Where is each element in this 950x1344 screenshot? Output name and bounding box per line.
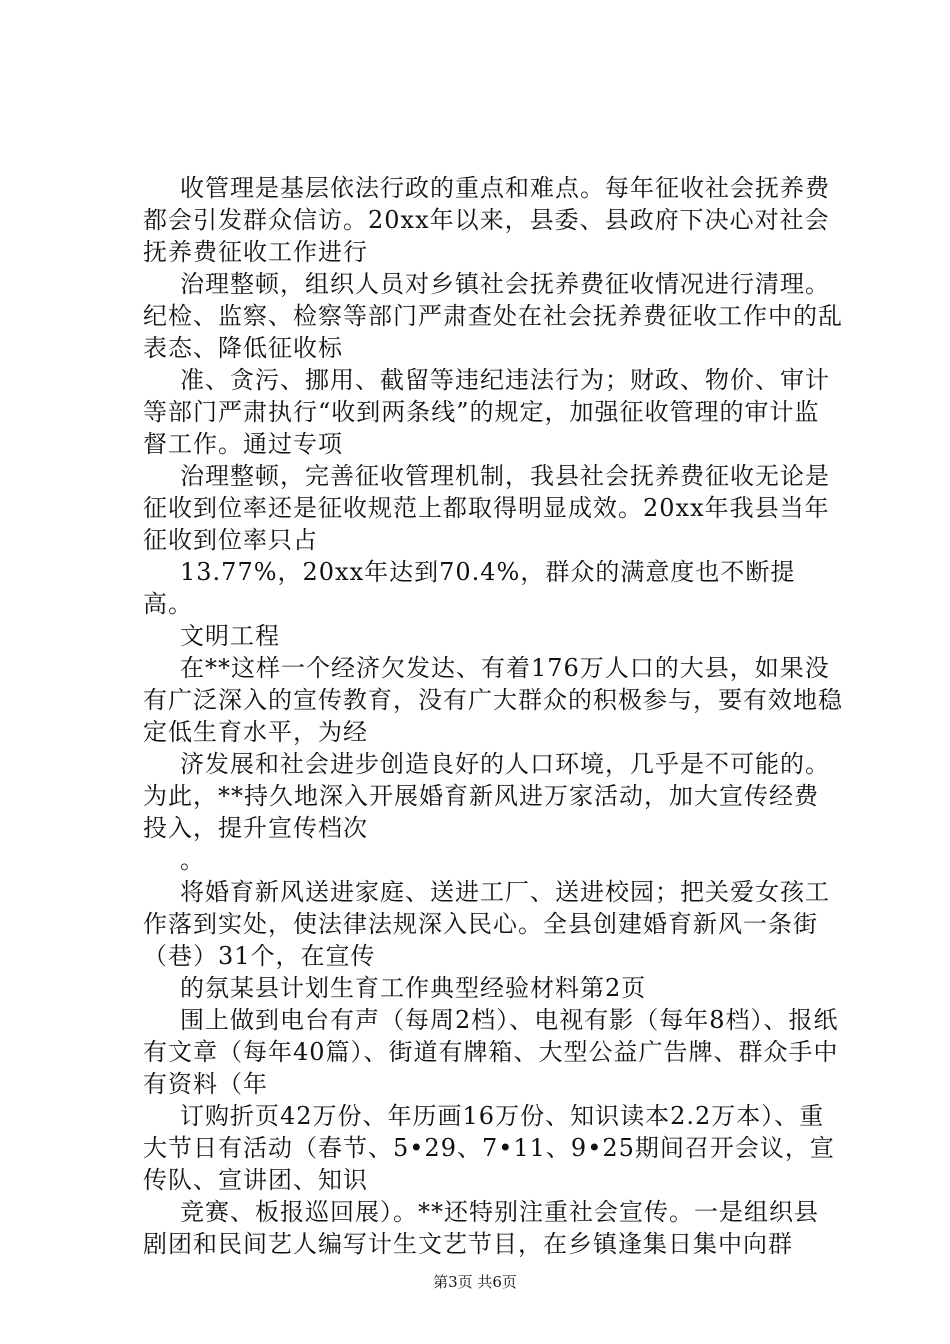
section-heading: 文明工程 [180, 622, 280, 650]
paragraph: 围上做到电台有声（每周2档）、电视有影（每年8档）、报纸有文章（每年40篇）、街道有牌箱、大型公益广告牌、群众手中有资料（年 [143, 1006, 839, 1098]
document-body [143, 172, 843, 1260]
paragraph: 的氛某县计划生育工作典型经验材料第2页 [180, 974, 647, 1002]
paragraph: 收管理是基层依法行政的重点和难点。每年征收社会抚养费都会引发群众信访。20xx年以来，县委、县政府下决心对社会抚养费征收工作进行 [143, 174, 830, 266]
paragraph: 将婚育新风送进家庭、送进工厂、送进校园；把关爱女孩工作落到实处，使法律法规深入民心。全县创建婚育新风一条街（巷）31个，在宣传 [143, 878, 830, 970]
paragraph: 在**这样一个经济欠发达、有着176万人口的大县，如果没有广泛深入的宣传教育，没有广大群众的积极参与，要有效地稳定低生育水平，为经 [143, 654, 843, 746]
paragraph: 。 [180, 846, 205, 874]
paragraph: 治理整顿，完善征收管理机制，我县社会抚养费征收无论是征收到位率还是征收规范上都取得明显成效。20xx年我县当年征收到位率只占 [143, 462, 830, 554]
paragraph: 准、贪污、挪用、截留等违纪违法行为；财政、物价、审计等部门严肃执行“收到两条线”的规定，加强征收管理的审计监督工作。通过专项 [143, 366, 830, 458]
paragraph: 订购折页42万份、年历画16万份、知识读本2.2万本）、重大节日有活动（春节、5•29、7•11、9•25期间召开会议，宣传队、宣讲团、知识 [143, 1102, 835, 1194]
paragraph: 治理整顿，组织人员对乡镇社会抚养费征收情况进行清理。纪检、监察、检察等部门严肃查处在社会抚养费征收工作中的乱表态、降低征收标 [143, 270, 843, 362]
paragraph: 济发展和社会进步创造良好的人口环境，几乎是不可能的。为此，**持久地深入开展婚育新风进万家活动，加大宣传经费投入，提升宣传档次 [143, 750, 830, 842]
paragraph: 竞赛、板报巡回展）。**还特别注重社会宣传。一是组织县剧团和民间艺人编写计生文艺节目，在乡镇逢集日集中向群 [143, 1198, 819, 1258]
paragraph: 13.77%，20xx年达到70.4%，群众的满意度也不断提高。 [143, 558, 796, 618]
page-footer: 第3页 共6页 [433, 1273, 517, 1291]
